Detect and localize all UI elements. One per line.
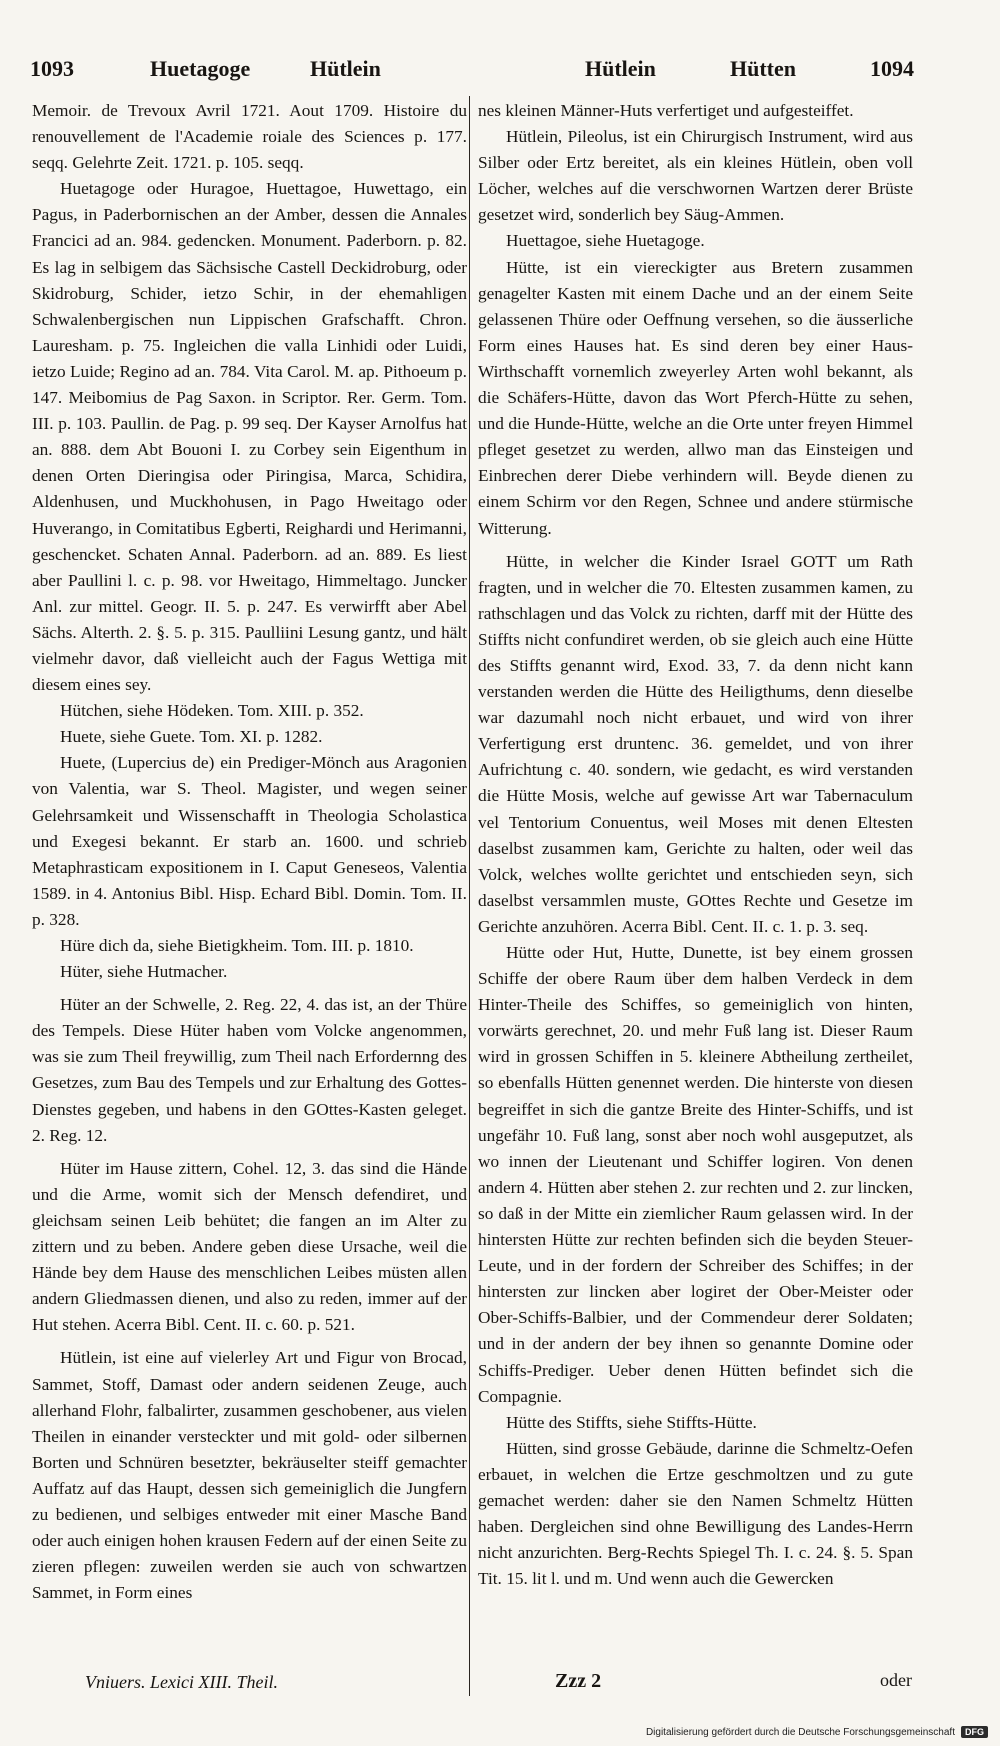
dictionary-entry: Hütte, ist ein viereckigter aus Bretern zusammen genagelter Kasten mit einem Dache und an der einem Seite gelassenen Thüre oder Oeffnung versehen, so die äusserliche Form eines Hauses hat. Es sind deren bey einer Haus-Wirthschafft vornemlich zweyerley Arten wohl bekannt, als die Schäfers-Hütte, davon das Wort Pferch-Hütte zu sehen, und die Hunde-Hütte, welche an die Orte unter freyen Himmel pfleget gesetzet zu werden, allwo man das Einsteigen und Einbrechen derer Diebe verhindern will. Beyde dienen zu einem Schirm vor den Regen, Schnee und andere stürmische Witterung. <box>478 257 913 538</box>
dfg-logo: DFG <box>961 1726 988 1738</box>
right-text-column <box>478 98 913 1592</box>
catchword: oder <box>880 1670 912 1690</box>
left-text-column <box>32 98 467 1606</box>
right-running-word-2: Hütten <box>730 56 796 81</box>
credit-text: Digitalisierung gefördert durch die Deutsche Forschungsgemeinschaft <box>645 1726 955 1738</box>
dictionary-entry: Huetagoge oder Huragoe, Huettagoe, Huwettago, ein Pagus, in Paderbornischen an der Amber, dessen die Annales Francici ad an. 984. gedencken. Monument. Paderborn. p. 82. Es lag in selbigem das Sächsische Castell Deckidroburg, oder Skidroburg, Schider, ietzo Schir, in der ehemahligen Schwalenbergischen nun Lippischen Grafschafft. Chron. Lauresham. p. 75. Ingleichen die valla Linhidi oder Luidi, ietzo Luide; Regino ad an. 784. Vita Carol. M. ap. Pithoeum p. 147. Meibomius de Pag Saxon. in Scriptor. Rer. Germ. Tom. III. p. 103. Paullin. de Pag. p. 99 seq. Der Kayser Arnolfus hat an. 888. dem Abt Bouoni I. zu Corbey sein Eigenthum in denen Orten Dieringisa oder Piringisa, Marca, Schidira, Aldenhusen, und Muckhohusen, in Pago Hweitago oder Huverango, in Comitatibus Egberti, Reighardi und Herimanni, geschencket. Schaten Annal. Paderborn. ad an. 889. Es liest aber Paullini l. c. p. 98. vor Hweitago, Himmeltago. Juncker Anl. zur mittel. Geogr. II. 5. p. 247. Es verwirfft aber Abel Sächs. Alterth. 2. §. 5. p. 315. Paulliini Lesung gantz, und hält vielmehr davor, daß vielleicht auch der Fagus Wettiga mit diesem eines sey. <box>32 179 467 695</box>
right-page-number: 1094 <box>870 56 914 81</box>
dictionary-entry: Hüter im Hause zittern, Cohel. 12, 3. das sind die Hände und die Arme, womit sich der Mensch defendiret, und gleichsam seinen Leib behütet; die fangen an im Alter zu zittern und zu beben. Andere geben diese Ursache, weil die Hände bey dem Hause des menschlichen Leibes müsten allen andern Gliedmassen dienen, und also zu reden, immer auf der Hut stehen. Acerra Bibl. Cent. II. c. 60. p. 521. <box>32 1158 467 1335</box>
dictionary-entry: nes kleinen Männer-Huts verfertiget und aufgesteiffet. <box>478 101 854 120</box>
dictionary-entry: Hüre dich da, siehe Bietigkheim. Tom. III. p. 1810. <box>60 936 414 955</box>
volume-signature: Vniuers. Lexici XIII. Theil. <box>85 1672 278 1692</box>
left-page-number: 1093 <box>30 56 74 81</box>
sheet-signature: Zzz 2 <box>555 1670 602 1692</box>
dictionary-entry: Hütten, sind grosse Gebäude, darinne die Schmeltz-Oefen erbauet, in welchen die Ertze geschmoltzen und zu gute gemachet werden: daher sie den Namen Schmeltz Hütten haben. Dergleichen sind ohne Bewilligung des Landes-Herrn nicht anzurichten. Berg-Rechts Spiegel Th. I. c. 24. §. 5. Span Tit. 15. lit l. und m. Und wenn auch die Gewercken <box>478 1438 913 1589</box>
dictionary-entry: Hütchen, siehe Hödeken. Tom. XIII. p. 352. <box>60 701 364 721</box>
column-divider <box>469 96 470 1696</box>
dictionary-entry: Hüter an der Schwelle, 2. Reg. 22, 4. das ist, an der Thüre des Tempels. Diese Hüter haben vom Volcke angenommen, was sie zum Theil freywillig, zum Theil nach Erfordernng des Gesetzes, zum Bau des Tempels und zur Erhaltung des Gottes-Dienstes gegeben, und habens in den GOttes-Kasten geleget. 2. Reg. 12. <box>32 995 467 1145</box>
dictionary-entry: Huete, (Lupercius de) ein Prediger-Mönch aus Aragonien von Valentia, war S. Theol. Magister, und wegen seiner Gelehrsamkeit und Wissenschafft in Theologia Scholastica und Exegesi bekannt. Er starb an. 1600. und schrieb Metaphrasticam expositionem in I. Caput Geneseos, Valentia 1589. in 4. Antonius Bibl. Hisp. Echard Bibl. Domin. Tom. II. p. 328. <box>32 753 467 929</box>
dictionary-entry: Hütlein, ist eine auf vielerley Art und Figur von Brocad, Sammet, Stoff, Damast oder andern seidenen Zeuge, auch allerhand Flohr, falbalirter, zusammen geschobener, aus vielen Theilen in einander versteckter und mit gold- oder silbernen Borten und Schnüren besetzter, bekräuselter steiff gemachter Auffatz auf das Haupt, dessen sich gemeiniglich die Jungfern zu bedienen, und selbiges entweder mit einer Masche Band oder auch einigen hohen krausen Federn auf der einen Seite zu zieren pflegen: zuweilen werden sie auch von schwartzen Sammet, in Form eines <box>32 1348 467 1603</box>
dictionary-entry: Hütlein, Pileolus, ist ein Chirurgisch Instrument, wird aus Silber oder Ertz bereitet, als ein kleines Hütlein, oben voll Löcher, welches auf die verschwornen Wartzen derer Brüste gesetzet wird, sonderlich bey Säug-Ammen. <box>478 127 913 225</box>
dictionary-entry: Memoir. de Trevoux Avril 1721. Aout 1709. Histoire du renouvellement de l'Academie roiale des Sciences p. 177. seqq. Gelehrte Zeit. 1721. p. 105. seqq. <box>32 101 467 173</box>
dictionary-entry: Hütte oder Hut, Hutte, Dunette, ist bey einem grossen Schiffe der obere Raum über dem halben Verdeck in dem Hinter-Theile des Schiffes, so gemeiniglich von hinten, vorwärts gerechnet, 20. und mehr Fuß lang ist. Dieser Raum wird in grossen Schiffen in 5. kleinere Abtheilung zertheilet, so ebenfalls Hütten genennet werden. Die hinterste von diesen begreiffet in sich die gantze Breite des Hinter-Schiffs, und ist ungefähr 10. Fuß lang, sonst aber noch wohl ausgeputzet, als wo innen der Lieutenant und Schiffer logiren. Von denen andern 4. Hütten aber stehen 2. zur rechten und 2. zur lincken, so daß in der Mitte ein ziemlicher Raum gelassen wird. In der hintersten Hütte zur rechten befinden sich die beyden Steuer-Leute, und in der fordern der Schreiber des Schiffes; in der hintersten zur lincken aber logiret der Ober-Meister oder Ober-Schiffs-Balbier, und der Commendeur derer Soldaten; und in der andern der bey ihnen so genannte Domine oder Schiffs-Prediger. Ueber denen Hütten befindet sich die Compagnie. <box>478 943 913 1406</box>
digitization-credit <box>646 1726 988 1738</box>
left-running-word-2: Hütlein <box>310 56 381 81</box>
dictionary-entry: Hüter, siehe Hutmacher. <box>60 962 228 982</box>
left-running-word-1: Huetagoge <box>150 56 251 81</box>
running-head <box>20 50 930 92</box>
dictionary-entry: Hütte, in welcher die Kinder Israel GOTT um Rath fragten, und in welcher die 70. Eltesten zusammen kamen, zu rathschlagen und das Volck zu richten, darff mit der Hütte des Stiffts nicht confundiret werden, ob sie gleich auch eine Hütte des Stiffts genannt wird, Exod. 33, 7. da denn nicht kann verstanden werden die Hütte des Heiligthums, denn dieselbe war dazumahl noch nicht erbauet, und wird von ihrer Verfertigung erst druntenc. 36. gemeldet, und von ihrer Aufrichtung c. 40. sondern, wie gedacht, es wird verstanden die Hütte Mosis, welche auf gewisse Art war Tabernaculum vel Tentorium Conuentus, weil Moses mit denen Eltesten daselbst zusammen kam, Gerichte zu halten, oder weil das Volck, welches wollte gerichtet und entschieden seyn, sich daselbst versammlen muste, GOttes Rechte und Gesetze im Gerichte anzuhören. Acerra Bibl. Cent. II. c. 1. p. 3. seq. <box>478 551 913 936</box>
right-running-word-1: Hütlein <box>585 56 656 81</box>
dictionary-entry: Huettagoe, siehe Huetagoge. <box>506 231 705 251</box>
dictionary-entry: Huete, siehe Guete. Tom. XI. p. 1282. <box>60 727 323 747</box>
dictionary-entry: Hütte des Stiffts, siehe Stiffts-Hütte. <box>506 1412 757 1432</box>
